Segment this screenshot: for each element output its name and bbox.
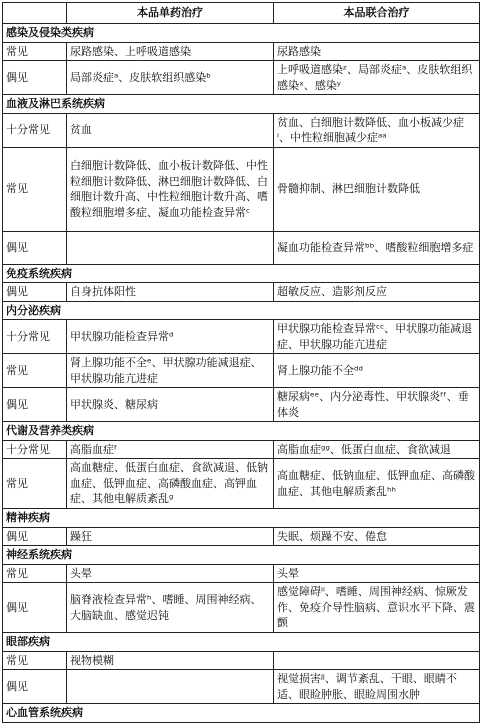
table-row xyxy=(3,320,480,354)
monotherapy-cell: 甲状腺炎、糖尿病 xyxy=(67,388,274,422)
category-heading: 代谢及营养类疾病 xyxy=(3,422,480,441)
frequency-cell: 偶见 xyxy=(3,61,67,95)
frequency-cell: 常见 xyxy=(3,42,67,61)
combination-cell: 糖尿病ᵉᵉ、内分泌毒性、甲状腺炎ᶠᶠ、垂体炎 xyxy=(274,388,480,422)
category-row xyxy=(3,24,480,43)
category-row xyxy=(3,509,480,528)
combination-cell: 感觉障碍ⁱⁱ、嗜睡、周围神经病、惊厥发作、免疫介导性脑病、意识水平下降、震颤 xyxy=(274,583,480,633)
category-row xyxy=(3,546,480,565)
frequency-cell: 常见 xyxy=(3,651,67,670)
table-row xyxy=(3,564,480,583)
combination-cell: 上呼吸道感染ᶻ、局部炎症ᵃ、皮肤软组织感染ˣ、感染ʸ xyxy=(274,61,480,95)
table-row xyxy=(3,61,480,95)
header-frequency xyxy=(3,3,67,24)
table-row xyxy=(3,354,480,388)
monotherapy-cell: 甲状腺功能检查异常ᵈ xyxy=(67,320,274,354)
table-row xyxy=(3,651,480,670)
monotherapy-cell: 头晕 xyxy=(67,564,274,583)
combination-cell: 高血糖症、低钠血症、低钾血症、高磷酸血症、其他电解质紊乱ʰʰ xyxy=(274,459,480,509)
monotherapy-cell: 自身抗体阳性 xyxy=(67,283,274,302)
category-row xyxy=(3,422,480,441)
monotherapy-cell xyxy=(67,231,274,264)
combination-cell: 甲状腺功能检查异常ᶜᶜ、甲状腺功能减退症、甲状腺功能亢进症 xyxy=(274,320,480,354)
table-row xyxy=(3,147,480,231)
frequency-cell: 偶见 xyxy=(3,583,67,633)
category-row xyxy=(3,633,480,652)
combination-cell xyxy=(274,651,480,670)
monotherapy-cell: 高脂血症ᶠ xyxy=(67,440,274,459)
table-row xyxy=(3,583,480,633)
monotherapy-cell: 视物模糊 xyxy=(67,651,274,670)
category-heading: 神经系统疾病 xyxy=(3,546,480,565)
table-row xyxy=(3,231,480,264)
frequency-cell: 偶见 xyxy=(3,283,67,302)
category-heading: 免疫系统疾病 xyxy=(3,264,480,283)
frequency-cell: 常见 xyxy=(3,459,67,509)
category-heading: 内分泌疾病 xyxy=(3,301,480,320)
frequency-cell: 十分常见 xyxy=(3,113,67,147)
combination-cell: 超敏反应、造影剂反应 xyxy=(274,283,480,302)
frequency-cell: 偶见 xyxy=(3,388,67,422)
combination-cell: 骨髓抑制、淋巴细胞计数降低 xyxy=(274,147,480,231)
combination-cell: 头晕 xyxy=(274,564,480,583)
frequency-cell: 偶见 xyxy=(3,527,67,546)
category-heading: 血液及淋巴系统疾病 xyxy=(3,95,480,114)
combination-cell: 贫血、白细胞计数降低、血小板减少症ⁱ、中性粒细胞减少症ᵃᵃ xyxy=(274,113,480,147)
monotherapy-cell: 白细胞计数降低、血小板计数降低、中性粒细胞计数降低、淋巴细胞计数降低、白细胞计数升高、中性粒细胞计数升高、嗜酸粒细胞增多症、凝血功能检查异常ᶜ xyxy=(67,147,274,231)
table-row xyxy=(3,283,480,302)
monotherapy-cell: 肾上腺功能不全ᵉ、甲状腺功能减退症、甲状腺功能亢进症 xyxy=(67,354,274,388)
category-heading: 心血管系统疾病 xyxy=(3,704,480,723)
table-row xyxy=(3,440,480,459)
category-row xyxy=(3,264,480,283)
frequency-cell: 十分常见 xyxy=(3,320,67,354)
frequency-cell: 偶见 xyxy=(3,231,67,264)
combination-cell: 肾上腺功能不全ᵈᵈ xyxy=(274,354,480,388)
table-row xyxy=(3,388,480,422)
frequency-cell: 偶见 xyxy=(3,670,67,704)
monotherapy-cell: 躁狂 xyxy=(67,527,274,546)
monotherapy-cell: 局部炎症ᵃ、皮肤软组织感染ᵇ xyxy=(67,61,274,95)
combination-cell: 失眠、烦躁不安、倦怠 xyxy=(274,527,480,546)
category-heading: 感染及侵染类疾病 xyxy=(3,24,480,43)
combination-cell: 尿路感染 xyxy=(274,42,480,61)
table-header-row xyxy=(3,3,480,24)
table-body xyxy=(3,24,480,723)
table-row xyxy=(3,42,480,61)
frequency-cell: 常见 xyxy=(3,564,67,583)
frequency-cell: 十分常见 xyxy=(3,440,67,459)
monotherapy-cell: 尿路感染、上呼吸道感染 xyxy=(67,42,274,61)
frequency-cell: 常见 xyxy=(3,147,67,231)
monotherapy-cell: 高血糖症、低蛋白血症、食欲减退、低钠血症、低钾血症、高磷酸血症、高钾血症、其他电解质紊乱ᵍ xyxy=(67,459,274,509)
adverse-reaction-table xyxy=(2,2,480,723)
header-combination: 本品联合治疗 xyxy=(274,3,480,24)
header-monotherapy: 本品单药治疗 xyxy=(67,3,274,24)
table-row xyxy=(3,670,480,704)
category-heading: 精神疾病 xyxy=(3,509,480,528)
combination-cell: 视觉损害ʲʲ、调节紊乱、干眼、眼睛不适、眼睑肿胀、眼睑周围水肿 xyxy=(274,670,480,704)
table-row xyxy=(3,527,480,546)
category-row xyxy=(3,95,480,114)
combination-cell: 高脂血症ᵍᵍ、低蛋白血症、食欲减退 xyxy=(274,440,480,459)
monotherapy-cell: 贫血 xyxy=(67,113,274,147)
monotherapy-cell xyxy=(67,670,274,704)
category-row xyxy=(3,301,480,320)
combination-cell: 凝血功能检查异常ᵇᵇ、嗜酸粒细胞增多症 xyxy=(274,231,480,264)
table-row xyxy=(3,113,480,147)
frequency-cell: 常见 xyxy=(3,354,67,388)
table-row xyxy=(3,459,480,509)
monotherapy-cell: 脑脊液检查异常ʰ、嗜睡、周围神经病、大脑缺血、感觉迟钝 xyxy=(67,583,274,633)
category-heading: 眼部疾病 xyxy=(3,633,480,652)
